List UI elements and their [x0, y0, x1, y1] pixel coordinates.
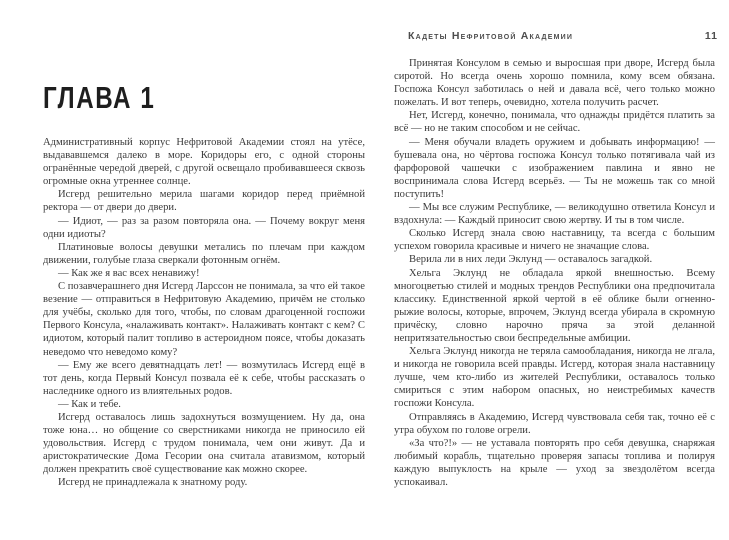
paragraph: Исгерд оставалось лишь задохнуться возмущением. Ну да, она тоже юна… но общение со сверстниками никогда не приносило ей удовольствия. Исгерд с трудом понимала, чем они живут. Да и аристократические Дома Гесории она считала атавизмом, который должен прекратить своё существование как можно скорее.: [43, 411, 365, 476]
paragraph: Административный корпус Нефритовой Академии стоял на утёсе, выдававшемся далеко в море. Коридоры его, с одной стороны огранённые чередой дверей, с другой освещало пробивавшееся сквозь огромные окна утреннее солнце.: [43, 137, 365, 188]
right-page-text: [394, 57, 715, 489]
paragraph: — Как и тебе.: [58, 398, 121, 410]
paragraph: С позавчерашнего дня Исгерд Ларссон не понимала, за что ей такое везение — отправиться в Нефритовую Академию, причём не столько для учёбы, сколько для того, чтобы, по словам драгоценной госпожи Первого Консула, «налаживать контакт». Налаживать контакт с кем? С идиотом, который палит топливо в астероидном поясе, чтобы доказать неведомо что неведомо кому?: [43, 281, 365, 358]
paragraph: — Как же я вас всех ненавижу!: [58, 267, 200, 279]
paragraph: — Мы все служим Республике, — великодушно ответила Консул и вздохнула: — Каждый приносит свою жертву. И ты в том числе.: [394, 202, 715, 227]
running-title: Кадеты Нефритовой Академии: [408, 30, 574, 42]
chapter-heading: ГЛАВА 1: [43, 80, 156, 115]
paragraph: — Меня обучали владеть оружием и добывать информацию! — бушевала она, но чёртова госпожа Консул только потягивала чай из фарфоровой чашечки с изображением павлина и явно не воспринимала слова Исгерд всерьёз. — Ты не можешь так со мной поступить!: [394, 136, 715, 200]
page-number: 11: [704, 30, 718, 42]
paragraph: Исгерд решительно мерила шагами коридор перед приёмной ректора — от двери до двери.: [43, 189, 365, 214]
running-header: [408, 30, 718, 42]
paragraph: Сколько Исгерд знала свою наставницу, та всегда с большим успехом говорила красивые и ничего не значащие слова.: [394, 228, 715, 253]
paragraph: Нет, Исгерд, конечно, понимала, что однажды придётся платить за всё — но не таким способом и не сейчас.: [394, 110, 715, 135]
paragraph: Хельга Эклунд не обладала яркой внешностью. Всему многоцветью стилей и модных трендов Республики она предпочитала классику. Единственной яркой чертой в её облике были огненно-рыжие волосы, которые, впрочем, Эклунд всегда убирала в скромную причёску, словно нарочно пряча за этой деланной непритязательностью свои беспредельные амбиции.: [394, 267, 715, 344]
paragraph: — Идиот, — раз за разом повторяла она. — Почему вокруг меня одни идиоты?: [43, 215, 365, 240]
left-page-text: [43, 136, 365, 490]
paragraph: Отправляясь в Академию, Исгерд чувствовала себя так, точно её с утра обухом по голове огрели.: [394, 411, 715, 436]
paragraph: Хельга Эклунд никогда не теряла самообладания, никогда не лгала, и никогда не говорила всей правды. Исгерд, которая знала наставницу лучше, чем кто-либо из жителей Республики, оставалось только смириться с этим набором опасных, но неистребимых качеств госпожи Консула.: [394, 346, 715, 410]
paragraph: Исгерд не принадлежала к знатному роду.: [58, 477, 248, 489]
paragraph: Принятая Консулом в семью и выросшая при дворе, Исгерд была сиротой. Но всегда очень хорошо помнила, кому всем обязана. Госпожа Консул заботилась о ней и давала всё, чего только можно пожелать. И вот теперь, очевидно, хотела получить расчет.: [394, 58, 715, 109]
paragraph: «За что?!» — не уставала повторять про себя девушка, снаряжая любимый корабль, тщательно проверяя запасы топлива и полируя каждую выпуклость на крыле — уход за звездолётом всегда успокаивал.: [394, 437, 715, 488]
paragraph: — Ему же всего девятнадцать лет! — возмутилась Исгерд ещё в тот день, когда Первый Консул позвала её к себе, чтобы рассказать о наследнике одного из влиятельных родов.: [43, 359, 365, 397]
paragraph: Верила ли в них леди Эклунд — оставалось загадкой.: [409, 254, 653, 266]
paragraph: Платиновые волосы девушки метались по плечам при каждом движении, голубые глаза сверкали фотонным огнём.: [43, 241, 365, 266]
